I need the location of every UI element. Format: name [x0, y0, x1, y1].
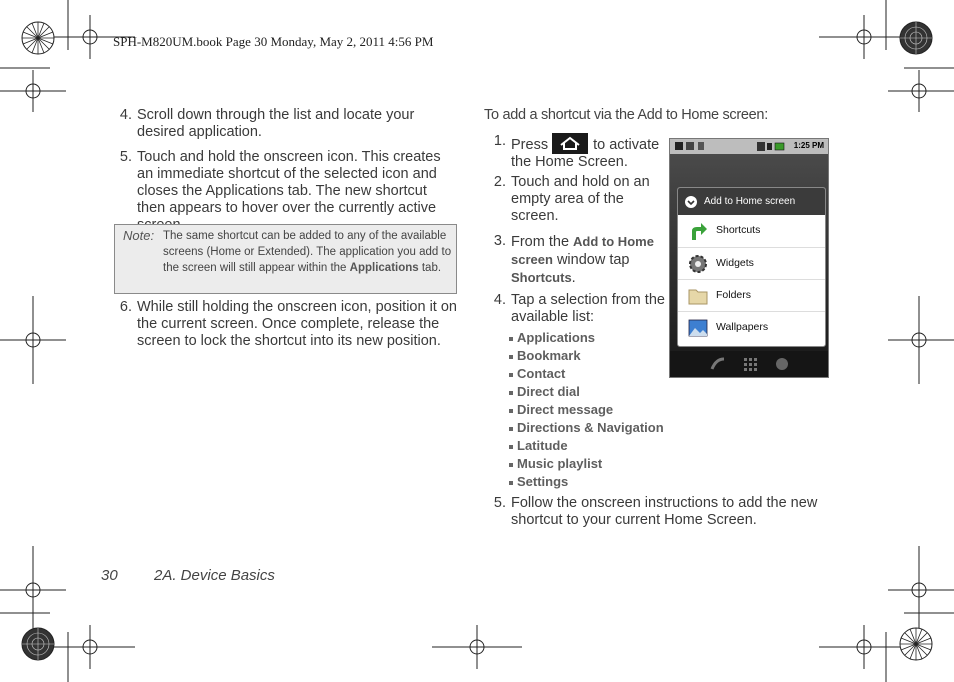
step-text: Touch and hold on an empty area of the screen.: [511, 174, 650, 224]
page-number: 30: [101, 567, 118, 584]
step-text: While still holding the onscreen icon, position it on the current screen. Once complete, release the screen to lock the shortcut into its new position.: [137, 299, 457, 349]
dialog-item-label: Widgets: [716, 257, 754, 269]
dialog-title-bar: [678, 188, 825, 215]
step-2-right: [488, 174, 666, 228]
step-number: 1.: [493, 133, 506, 149]
dialog-item-label: Folders: [716, 289, 752, 301]
status-bar: [670, 139, 828, 154]
list-item: Applications: [509, 329, 664, 347]
list-item: Contact: [509, 365, 664, 383]
step-number: 4.: [493, 292, 506, 308]
arrow-icon: [687, 220, 709, 242]
list-item: Latitude: [509, 437, 664, 455]
picture-icon: [687, 317, 709, 339]
note-label: Note:: [123, 228, 155, 243]
step-4-left: [114, 107, 459, 143]
dialog-item-label: Wallpapers: [716, 321, 769, 333]
step-number: 5.: [119, 149, 132, 165]
step-5-left: [114, 149, 459, 219]
step-text: Scroll down through the list and locate your desired application.: [137, 107, 415, 140]
folder-icon: [687, 285, 709, 307]
signal-battery-icons: [756, 139, 786, 154]
dialog-item-widgets[interactable]: [678, 247, 825, 280]
shortcut-options-list: [509, 329, 664, 491]
step-3-right: [488, 233, 666, 287]
list-item: Direct message: [509, 401, 664, 419]
dialog-title: Add to Home screen: [704, 196, 796, 207]
dialog-item-folders[interactable]: [678, 279, 825, 312]
step-text: From the Add to Home screen window tap Shortcuts.: [511, 234, 654, 286]
step-6-left: [114, 299, 459, 353]
step-1-right: [488, 133, 666, 169]
status-time: 1:25 PM: [793, 141, 824, 150]
list-item: Music playlist: [509, 455, 664, 473]
list-item: Direct dial: [509, 383, 664, 401]
dock-icons: [670, 351, 828, 377]
step-text: Press to activate the Home Screen.: [511, 133, 667, 171]
step-number: 3.: [493, 233, 506, 249]
list-item: Settings: [509, 473, 664, 491]
phone-screenshot: [669, 138, 829, 378]
step-text: Touch and hold the onscreen icon. This creates an immediate shortcut of the selected icon and closes the Applications tab. The new shortcut then appears to hover over the currently active: [137, 149, 441, 216]
procedure-heading: To add a shortcut via the Add to Home screen:: [484, 107, 768, 123]
dialog-item-shortcuts[interactable]: [678, 215, 825, 247]
section-title: 2A. Device Basics: [154, 567, 275, 584]
add-circle-icon: [684, 195, 698, 209]
step-number: 4.: [119, 107, 132, 123]
list-item: Directions & Navigation: [509, 419, 664, 437]
step-number: 5.: [493, 495, 506, 511]
step-text: Follow the onscreen instructions to add the new shortcut to your current Home Screen.: [511, 495, 818, 528]
running-head: SPH-M820UM.book Page 30 Monday, May 2, 2011 4:56 PM: [113, 34, 434, 49]
step-number: 6.: [119, 299, 132, 315]
add-to-home-dialog: [677, 187, 826, 347]
dock-bar: [670, 351, 828, 377]
step-5-right: [488, 495, 828, 531]
step-4-right: [488, 292, 666, 328]
step-text: Tap a selection from the available list:: [511, 292, 665, 325]
step-number: 2.: [493, 174, 506, 190]
note-text: The same shortcut can be added to any of the available screens (Home or Extended). The application you add to the screen will still appear within the Applications tab.: [163, 230, 452, 274]
dialog-item-label: Shortcuts: [716, 224, 761, 236]
gear-icon: [687, 253, 709, 275]
note-box: [114, 224, 457, 294]
dialog-item-wallpapers[interactable]: [678, 311, 825, 344]
list-item: Bookmark: [509, 347, 664, 365]
home-key-icon: [552, 133, 588, 154]
notification-icons: [674, 139, 744, 154]
